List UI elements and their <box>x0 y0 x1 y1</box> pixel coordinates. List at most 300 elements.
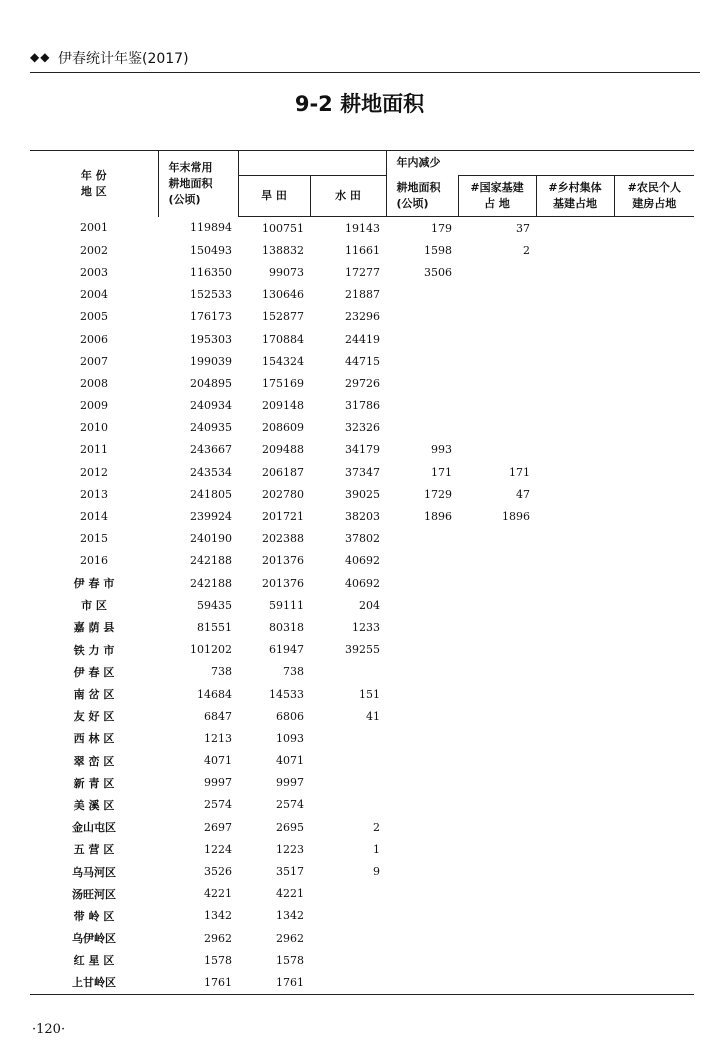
table-row <box>30 927 694 949</box>
header-village <box>536 176 614 217</box>
cell-paddy: 21887 <box>345 288 380 302</box>
cell-total: 6847 <box>204 709 232 723</box>
cell-village <box>536 816 614 838</box>
row-label: 2012 <box>80 465 108 479</box>
table-row <box>30 794 694 816</box>
cell-farmer <box>614 727 694 749</box>
cell-national <box>458 284 536 306</box>
cell-paddy: 1233 <box>352 620 380 634</box>
cell-total: 204895 <box>190 376 232 390</box>
cell-farmer <box>614 705 694 727</box>
cell-dry: 152877 <box>262 310 304 324</box>
cell-decrease <box>386 328 458 350</box>
cell-national <box>458 594 536 616</box>
cell-dry: 14533 <box>269 687 304 701</box>
cell-farmer <box>614 927 694 949</box>
cell-national <box>458 860 536 882</box>
cell-paddy: 37347 <box>345 465 380 479</box>
table-row <box>30 261 694 283</box>
cell-total: 1342 <box>204 909 232 923</box>
cell-paddy: 34179 <box>345 443 380 457</box>
cell-paddy: 17277 <box>345 265 380 279</box>
cell-village <box>536 927 614 949</box>
cell-total: 242188 <box>190 554 232 568</box>
table-row <box>30 550 694 572</box>
cell-national: 2 <box>523 243 530 257</box>
table-row <box>30 705 694 727</box>
cell-dry: 1578 <box>276 953 304 967</box>
cell-total: 199039 <box>190 354 232 368</box>
header-rule <box>30 72 700 73</box>
cell-decrease <box>386 971 458 994</box>
cell-dry: 1223 <box>276 842 304 856</box>
row-label: 2016 <box>80 554 108 568</box>
cell-total: 150493 <box>190 243 232 257</box>
cell-village <box>536 350 614 372</box>
row-label: 2013 <box>80 487 108 501</box>
cell-village <box>536 417 614 439</box>
table-row <box>30 439 694 461</box>
cell-farmer <box>614 439 694 461</box>
table-row <box>30 395 694 417</box>
cell-decrease <box>386 372 458 394</box>
cell-village <box>536 750 614 772</box>
row-label: 美 溪 区 <box>73 798 115 812</box>
cell-national <box>458 439 536 461</box>
table-row <box>30 505 694 527</box>
table-row <box>30 661 694 683</box>
cell-decrease <box>386 905 458 927</box>
cell-national <box>458 816 536 838</box>
row-label: 伊 春 市 <box>73 577 115 591</box>
header-decrease-sub-blank <box>458 151 694 176</box>
cell-decrease <box>386 949 458 971</box>
cell-decrease <box>386 883 458 905</box>
table-row <box>30 616 694 638</box>
cell-paddy: 39025 <box>345 487 380 501</box>
cell-decrease <box>386 550 458 572</box>
cell-national <box>458 949 536 971</box>
cell-paddy: 204 <box>359 598 380 612</box>
cell-paddy <box>310 794 386 816</box>
cell-village <box>536 683 614 705</box>
cell-farmer <box>614 261 694 283</box>
cell-village <box>536 661 614 683</box>
table-row <box>30 639 694 661</box>
cell-total: 2574 <box>204 798 232 812</box>
cell-dry: 2962 <box>276 931 304 945</box>
cell-paddy: 24419 <box>345 332 380 346</box>
cell-total: 1578 <box>204 953 232 967</box>
cell-total: 4221 <box>204 887 232 901</box>
table-row <box>30 816 694 838</box>
cell-total: 152533 <box>190 288 232 302</box>
cell-paddy: 40692 <box>345 554 380 568</box>
row-label: 金山屯区 <box>72 821 116 835</box>
cell-village <box>536 705 614 727</box>
cell-dry: 209148 <box>262 399 304 413</box>
cell-paddy: 31786 <box>345 399 380 413</box>
cell-national: 47 <box>516 487 530 501</box>
cell-decrease: 171 <box>431 465 452 479</box>
cell-farmer <box>614 905 694 927</box>
row-label: 友 好 区 <box>73 710 115 724</box>
cell-total: 3526 <box>204 865 232 879</box>
cell-total: 119894 <box>190 221 232 235</box>
table-row <box>30 284 694 306</box>
cell-dry: 201376 <box>262 554 304 568</box>
table-row <box>30 572 694 594</box>
table-row <box>30 239 694 261</box>
table-row <box>30 683 694 705</box>
cell-national <box>458 306 536 328</box>
cell-decrease: 3506 <box>424 265 452 279</box>
header-dry: 旱 田 <box>238 176 310 217</box>
cell-decrease: 179 <box>431 221 452 235</box>
row-label: 翠 峦 区 <box>73 754 115 768</box>
cell-village <box>536 217 614 240</box>
cell-paddy: 151 <box>359 687 380 701</box>
table-row <box>30 949 694 971</box>
row-label: 2001 <box>80 221 108 235</box>
cell-village <box>536 439 614 461</box>
cell-village <box>536 594 614 616</box>
cell-paddy <box>310 905 386 927</box>
cell-farmer <box>614 594 694 616</box>
cell-farmer <box>614 372 694 394</box>
header-decrease-l1: 年内减少 <box>386 151 458 176</box>
cell-village <box>536 528 614 550</box>
cell-decrease <box>386 417 458 439</box>
cell-farmer <box>614 461 694 483</box>
row-label: 红 星 区 <box>73 954 115 968</box>
cell-total: 242188 <box>190 576 232 590</box>
cell-decrease <box>386 727 458 749</box>
cell-national <box>458 372 536 394</box>
cell-paddy: 1 <box>373 842 380 856</box>
cell-village <box>536 883 614 905</box>
cell-total: 243667 <box>190 443 232 457</box>
cell-farmer <box>614 794 694 816</box>
cell-dry: 6806 <box>276 709 304 723</box>
cell-decrease: 1729 <box>424 487 452 501</box>
cell-decrease <box>386 306 458 328</box>
cell-decrease <box>386 927 458 949</box>
cell-paddy: 32326 <box>345 421 380 435</box>
cell-decrease <box>386 661 458 683</box>
cell-village <box>536 616 614 638</box>
cell-national <box>458 838 536 860</box>
cell-dry: 2574 <box>276 798 304 812</box>
cell-total: 241805 <box>190 487 232 501</box>
cell-village <box>536 550 614 572</box>
cell-decrease <box>386 639 458 661</box>
cell-farmer <box>614 239 694 261</box>
cell-paddy: 40692 <box>345 576 380 590</box>
row-label: 2015 <box>80 532 108 546</box>
cell-dry: 130646 <box>262 288 304 302</box>
header-farmer-l2: 建房占地 <box>632 197 677 210</box>
cell-total: 14684 <box>197 687 232 701</box>
cell-farmer <box>614 860 694 882</box>
header-total-l3: (公顷) <box>168 192 201 206</box>
cell-village <box>536 639 614 661</box>
cell-village <box>536 860 614 882</box>
table-header <box>30 151 694 217</box>
cell-village <box>536 483 614 505</box>
header-national <box>458 176 536 217</box>
cell-national <box>458 794 536 816</box>
cell-dry: 1761 <box>238 971 310 994</box>
cell-dry: 175169 <box>262 376 304 390</box>
cell-paddy: 9 <box>373 865 380 879</box>
row-label: 汤旺河区 <box>72 887 116 901</box>
cell-dry: 80318 <box>269 620 304 634</box>
cell-farmer <box>614 883 694 905</box>
cell-paddy <box>310 661 386 683</box>
row-label: 南 岔 区 <box>73 688 115 702</box>
header-region-area: 地 区 <box>80 184 107 198</box>
cell-farmer <box>614 550 694 572</box>
cell-village <box>536 395 614 417</box>
cell-total: 1213 <box>204 731 232 745</box>
table-row <box>30 217 694 240</box>
cell-decrease <box>386 794 458 816</box>
header-decrease <box>386 176 458 217</box>
cell-decrease <box>386 772 458 794</box>
row-label: 2014 <box>80 510 108 524</box>
cell-dry: 9997 <box>276 776 304 790</box>
cell-paddy <box>310 750 386 772</box>
cell-decrease <box>386 350 458 372</box>
header-region-year: 年 份 <box>80 168 107 182</box>
cell-total: 738 <box>211 665 232 679</box>
header-national-l2: 占 地 <box>484 197 510 210</box>
cell-paddy: 44715 <box>345 354 380 368</box>
cell-national: 37 <box>516 221 530 235</box>
row-label: 乌马河区 <box>72 865 116 879</box>
cell-national <box>458 528 536 550</box>
table-row <box>30 306 694 328</box>
header-decrease-l2: 耕地面积 <box>396 180 441 194</box>
cell-farmer <box>614 483 694 505</box>
header-region <box>30 151 158 217</box>
table-row <box>30 883 694 905</box>
cell-paddy <box>310 772 386 794</box>
cell-village <box>536 328 614 350</box>
farmland-table <box>30 150 694 995</box>
cell-total: 1761 <box>158 971 238 994</box>
row-label: 铁 力 市 <box>73 643 115 657</box>
cell-dry: 99073 <box>269 265 304 279</box>
row-label: 五 营 区 <box>73 843 115 857</box>
table-body <box>30 217 694 995</box>
cell-national <box>458 639 536 661</box>
cell-dry: 201376 <box>262 576 304 590</box>
cell-total: 116350 <box>190 265 232 279</box>
cell-village <box>536 284 614 306</box>
page-number: ·120· <box>32 1022 66 1037</box>
table-row <box>30 594 694 616</box>
cell-farmer <box>614 971 694 994</box>
table-row <box>30 328 694 350</box>
table-row <box>30 483 694 505</box>
cell-dry: 208609 <box>262 421 304 435</box>
cell-dry: 154324 <box>262 354 304 368</box>
cell-total: 240190 <box>190 532 232 546</box>
cell-farmer <box>614 306 694 328</box>
cell-decrease <box>386 816 458 838</box>
cell-dry: 1093 <box>276 731 304 745</box>
cell-decrease <box>386 838 458 860</box>
row-label: 嘉 荫 县 <box>73 621 115 635</box>
cell-village <box>536 306 614 328</box>
cell-farmer <box>614 683 694 705</box>
header-paddy: 水 田 <box>310 176 386 217</box>
row-label: 2002 <box>80 243 108 257</box>
cell-dry: 206187 <box>262 465 304 479</box>
cell-paddy: 23296 <box>345 310 380 324</box>
cell-national: 1896 <box>502 510 530 524</box>
cell-national <box>458 616 536 638</box>
cell-farmer <box>614 505 694 527</box>
cell-total: 4071 <box>204 754 232 768</box>
cell-total: 59435 <box>197 598 232 612</box>
cell-dry: 138832 <box>262 243 304 257</box>
cell-paddy <box>310 949 386 971</box>
cell-farmer <box>614 772 694 794</box>
cell-village <box>536 772 614 794</box>
cell-paddy: 41 <box>366 709 380 723</box>
cell-village <box>536 239 614 261</box>
row-label: 上甘岭区 <box>30 971 158 994</box>
cell-farmer <box>614 750 694 772</box>
cell-village <box>536 905 614 927</box>
cell-national <box>458 328 536 350</box>
cell-paddy: 39255 <box>345 643 380 657</box>
cell-dry: 202780 <box>262 487 304 501</box>
cell-decrease <box>386 616 458 638</box>
cell-dry: 4221 <box>276 887 304 901</box>
row-label: 2007 <box>80 354 108 368</box>
cell-national <box>458 727 536 749</box>
cell-total: 239924 <box>190 510 232 524</box>
header-total-l2: 耕地面积 <box>168 176 213 190</box>
table-row <box>30 750 694 772</box>
cell-village <box>536 949 614 971</box>
cell-farmer <box>614 217 694 240</box>
cell-paddy: 37802 <box>345 532 380 546</box>
running-header <box>30 48 700 70</box>
cell-farmer <box>614 328 694 350</box>
cell-national <box>458 927 536 949</box>
cell-decrease <box>386 528 458 550</box>
cell-dry: 3517 <box>276 865 304 879</box>
cell-village <box>536 372 614 394</box>
cell-village <box>536 572 614 594</box>
row-label: 2008 <box>80 376 108 390</box>
header-decrease-l3: (公顷) <box>396 196 429 210</box>
cell-farmer <box>614 350 694 372</box>
row-label: 2006 <box>80 332 108 346</box>
table-row <box>30 528 694 550</box>
table-row <box>30 971 694 994</box>
cell-total: 81551 <box>197 620 232 634</box>
header-total-l1: 年末常用 <box>168 160 213 174</box>
cell-national <box>458 750 536 772</box>
table-row <box>30 461 694 483</box>
header-farmer <box>614 176 694 217</box>
cell-decrease: 993 <box>431 443 452 457</box>
cell-dry: 61947 <box>269 643 304 657</box>
cell-farmer <box>614 949 694 971</box>
row-label: 2004 <box>80 288 108 302</box>
cell-national <box>458 905 536 927</box>
table-row <box>30 772 694 794</box>
row-label: 带 岭 区 <box>73 909 115 923</box>
row-label: 伊 春 区 <box>73 665 115 679</box>
cell-decrease <box>386 860 458 882</box>
header-national-l1: #国家基建 <box>470 181 524 194</box>
diamond-icon: ◆◆ <box>30 50 51 64</box>
cell-decrease: 1896 <box>424 510 452 524</box>
cell-village <box>536 727 614 749</box>
table-row <box>30 417 694 439</box>
cell-paddy <box>310 727 386 749</box>
header-total-sub-blank <box>238 151 386 176</box>
cell-farmer <box>614 395 694 417</box>
row-label: 市 区 <box>81 599 107 613</box>
cell-paddy: 29726 <box>345 376 380 390</box>
cell-farmer <box>614 572 694 594</box>
cell-national <box>458 883 536 905</box>
table-row <box>30 350 694 372</box>
cell-dry: 4071 <box>276 754 304 768</box>
cell-village <box>536 261 614 283</box>
cell-paddy: 19143 <box>345 221 380 235</box>
header-farmer-l1: #农民个人 <box>627 181 681 194</box>
cell-farmer <box>614 661 694 683</box>
book-title: 伊春统计年鉴(2017) <box>58 51 189 67</box>
table-row <box>30 838 694 860</box>
cell-national <box>458 772 536 794</box>
cell-paddy: 11661 <box>345 243 380 257</box>
cell-total: 101202 <box>190 643 232 657</box>
cell-total: 2697 <box>204 820 232 834</box>
cell-dry: 202388 <box>262 532 304 546</box>
cell-dry: 59111 <box>269 598 304 612</box>
cell-total: 243534 <box>190 465 232 479</box>
cell-village <box>536 505 614 527</box>
header-total <box>158 151 238 217</box>
row-label: 西 林 区 <box>73 732 115 746</box>
cell-national <box>458 395 536 417</box>
row-label: 2009 <box>80 399 108 413</box>
cell-paddy <box>310 883 386 905</box>
cell-dry: 170884 <box>262 332 304 346</box>
cell-farmer <box>614 284 694 306</box>
cell-total: 9997 <box>204 776 232 790</box>
cell-dry: 209488 <box>262 443 304 457</box>
cell-national <box>458 350 536 372</box>
cell-national <box>458 550 536 572</box>
cell-decrease <box>386 572 458 594</box>
row-label: 新 青 区 <box>73 776 115 790</box>
cell-national <box>458 661 536 683</box>
cell-decrease <box>386 284 458 306</box>
cell-farmer <box>614 816 694 838</box>
row-label: 乌伊岭区 <box>72 932 116 946</box>
